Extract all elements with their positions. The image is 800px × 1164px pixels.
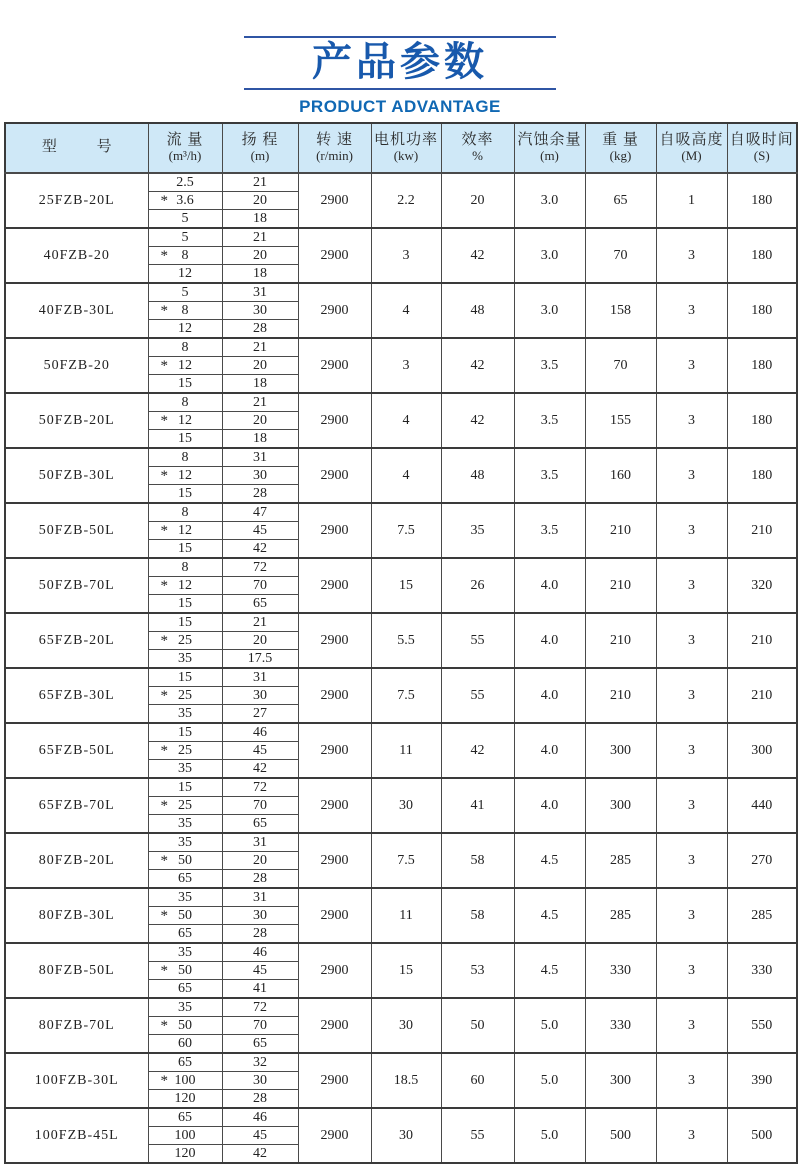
cell-head: 27 [222, 705, 298, 724]
table-row [5, 1053, 797, 1072]
cell-flow: 15 [148, 613, 222, 632]
cell-model: 80FZB-50L [5, 943, 148, 998]
cell-head: 42 [222, 1145, 298, 1164]
cell-flow: 35 [148, 650, 222, 669]
title-block [244, 0, 556, 117]
cell-priming-height: 3 [656, 228, 727, 283]
table-row [5, 448, 797, 467]
cell-npsh: 3.5 [514, 338, 585, 393]
cell-head: 72 [222, 558, 298, 577]
cell-weight: 330 [585, 943, 656, 998]
cell-flow: 15 [148, 485, 222, 504]
table-header [5, 123, 797, 173]
table-row [5, 503, 797, 522]
cell-head: 21 [222, 228, 298, 247]
cell-speed: 2900 [298, 1108, 371, 1163]
cell-flow: 15 [148, 375, 222, 394]
cell-model: 50FZB-70L [5, 558, 148, 613]
cell-head: 31 [222, 283, 298, 302]
cell-efficiency: 42 [441, 338, 514, 393]
cell-head: 65 [222, 815, 298, 834]
cell-npsh: 3.5 [514, 503, 585, 558]
cell-flow: 100 * [148, 1072, 222, 1090]
cell-speed: 2900 [298, 668, 371, 723]
cell-npsh: 5.0 [514, 998, 585, 1053]
cell-power: 4 [371, 448, 441, 503]
cell-flow: 3.6 * [148, 192, 222, 210]
cell-priming-height: 3 [656, 998, 727, 1053]
cell-priming-time: 180 [727, 228, 797, 283]
cell-head: 28 [222, 320, 298, 339]
cell-priming-height: 3 [656, 338, 727, 393]
cell-power: 15 [371, 943, 441, 998]
cell-head: 31 [222, 888, 298, 907]
cell-flow: 35 [148, 760, 222, 779]
cell-flow: 15 [148, 540, 222, 559]
cell-weight: 65 [585, 173, 656, 228]
cell-priming-height: 3 [656, 1108, 727, 1163]
cell-head: 45 [222, 1127, 298, 1145]
cell-efficiency: 41 [441, 778, 514, 833]
cell-priming-time: 300 [727, 723, 797, 778]
cell-efficiency: 35 [441, 503, 514, 558]
cell-flow: 50 * [148, 1017, 222, 1035]
cell-head: 21 [222, 613, 298, 632]
cell-priming-height: 3 [656, 393, 727, 448]
cell-flow: 15 [148, 430, 222, 449]
col-header-speed: 转 速 (r/min) [298, 123, 371, 173]
cell-flow: 25 * [148, 797, 222, 815]
page-subtitle: PRODUCT ADVANTAGE [299, 97, 501, 116]
cell-model: 100FZB-30L [5, 1053, 148, 1108]
cell-flow: 120 [148, 1145, 222, 1164]
cell-efficiency: 48 [441, 448, 514, 503]
cell-flow: 5 [148, 228, 222, 247]
cell-flow: 8 [148, 503, 222, 522]
cell-model: 80FZB-20L [5, 833, 148, 888]
table-row [5, 393, 797, 412]
cell-head: 46 [222, 943, 298, 962]
cell-head: 21 [222, 173, 298, 192]
cell-power: 4 [371, 393, 441, 448]
cell-flow: 12 [148, 265, 222, 284]
cell-priming-height: 3 [656, 613, 727, 668]
cell-flow: 65 [148, 870, 222, 889]
cell-flow: 35 [148, 815, 222, 834]
cell-flow: 8 * [148, 247, 222, 265]
cell-head: 42 [222, 760, 298, 779]
cell-priming-time: 320 [727, 558, 797, 613]
header-row [5, 123, 797, 173]
cell-model: 50FZB-20 [5, 338, 148, 393]
cell-head: 20 [222, 412, 298, 430]
cell-speed: 2900 [298, 283, 371, 338]
col-header-npsh: 汽蚀余量 (m) [514, 123, 585, 173]
cell-flow: 25 * [148, 742, 222, 760]
col-header-flow: 流 量 (m³/h) [148, 123, 222, 173]
cell-model: 65FZB-20L [5, 613, 148, 668]
cell-head: 42 [222, 540, 298, 559]
cell-flow: 15 [148, 723, 222, 742]
cell-power: 30 [371, 1108, 441, 1163]
cell-weight: 210 [585, 503, 656, 558]
cell-priming-time: 390 [727, 1053, 797, 1108]
col-header-head: 扬 程 (m) [222, 123, 298, 173]
cell-priming-height: 3 [656, 1053, 727, 1108]
cell-flow: 35 [148, 705, 222, 724]
cell-priming-time: 440 [727, 778, 797, 833]
cell-head: 18 [222, 265, 298, 284]
table-row [5, 943, 797, 962]
cell-flow: 65 [148, 980, 222, 999]
cell-power: 15 [371, 558, 441, 613]
cell-weight: 300 [585, 778, 656, 833]
cell-head: 31 [222, 448, 298, 467]
cell-flow: 35 [148, 998, 222, 1017]
table-row [5, 723, 797, 742]
cell-head: 72 [222, 998, 298, 1017]
cell-head: 41 [222, 980, 298, 999]
cell-priming-height: 3 [656, 668, 727, 723]
cell-head: 20 [222, 852, 298, 870]
cell-power: 11 [371, 888, 441, 943]
title-rule-top [244, 36, 556, 38]
cell-power: 2.2 [371, 173, 441, 228]
cell-head: 30 [222, 302, 298, 320]
cell-flow: 25 * [148, 687, 222, 705]
cell-head: 70 [222, 1017, 298, 1035]
cell-priming-time: 180 [727, 173, 797, 228]
cell-head: 28 [222, 870, 298, 889]
cell-head: 18 [222, 375, 298, 394]
cell-head: 72 [222, 778, 298, 797]
cell-power: 11 [371, 723, 441, 778]
cell-weight: 158 [585, 283, 656, 338]
cell-model: 65FZB-50L [5, 723, 148, 778]
cell-flow: 65 [148, 1108, 222, 1127]
table-row [5, 833, 797, 852]
cell-weight: 300 [585, 723, 656, 778]
cell-efficiency: 53 [441, 943, 514, 998]
cell-head: 30 [222, 467, 298, 485]
cell-weight: 300 [585, 1053, 656, 1108]
cell-head: 30 [222, 1072, 298, 1090]
cell-speed: 2900 [298, 173, 371, 228]
cell-priming-time: 180 [727, 448, 797, 503]
cell-efficiency: 55 [441, 668, 514, 723]
cell-flow: 50 * [148, 852, 222, 870]
cell-flow: 120 [148, 1090, 222, 1109]
table-row [5, 228, 797, 247]
cell-head: 45 [222, 962, 298, 980]
col-header-model [5, 123, 148, 173]
cell-head: 20 [222, 357, 298, 375]
cell-power: 30 [371, 998, 441, 1053]
cell-head: 28 [222, 1090, 298, 1109]
cell-power: 18.5 [371, 1053, 441, 1108]
cell-speed: 2900 [298, 833, 371, 888]
cell-npsh: 4.0 [514, 668, 585, 723]
cell-model: 80FZB-70L [5, 998, 148, 1053]
cell-npsh: 3.5 [514, 448, 585, 503]
cell-priming-height: 3 [656, 503, 727, 558]
cell-head: 28 [222, 485, 298, 504]
cell-weight: 500 [585, 1108, 656, 1163]
table-row [5, 998, 797, 1017]
product-parameters-table [4, 122, 798, 1164]
cell-npsh: 3.5 [514, 393, 585, 448]
cell-flow: 2.5 [148, 173, 222, 192]
cell-flow: 8 [148, 448, 222, 467]
cell-npsh: 4.5 [514, 833, 585, 888]
cell-weight: 70 [585, 338, 656, 393]
cell-flow: 5 [148, 210, 222, 229]
cell-npsh: 4.0 [514, 778, 585, 833]
cell-model: 50FZB-20L [5, 393, 148, 448]
cell-head: 30 [222, 687, 298, 705]
col-header-weight: 重 量 (kg) [585, 123, 656, 173]
cell-head: 47 [222, 503, 298, 522]
cell-speed: 2900 [298, 448, 371, 503]
cell-priming-time: 500 [727, 1108, 797, 1163]
cell-head: 46 [222, 1108, 298, 1127]
cell-priming-height: 3 [656, 888, 727, 943]
cell-flow: 12 * [148, 412, 222, 430]
cell-npsh: 5.0 [514, 1053, 585, 1108]
cell-head: 18 [222, 430, 298, 449]
cell-priming-time: 210 [727, 668, 797, 723]
cell-flow: 50 * [148, 962, 222, 980]
cell-priming-height: 3 [656, 943, 727, 998]
table-row [5, 338, 797, 357]
cell-head: 21 [222, 393, 298, 412]
cell-flow: 25 * [148, 632, 222, 650]
cell-model: 40FZB-30L [5, 283, 148, 338]
cell-head: 21 [222, 338, 298, 357]
cell-model: 80FZB-30L [5, 888, 148, 943]
cell-npsh: 4.0 [514, 723, 585, 778]
cell-head: 46 [222, 723, 298, 742]
cell-power: 7.5 [371, 833, 441, 888]
cell-head: 45 [222, 742, 298, 760]
cell-priming-time: 180 [727, 393, 797, 448]
cell-model: 65FZB-70L [5, 778, 148, 833]
cell-speed: 2900 [298, 998, 371, 1053]
cell-speed: 2900 [298, 338, 371, 393]
cell-weight: 210 [585, 668, 656, 723]
cell-speed: 2900 [298, 228, 371, 283]
cell-power: 3 [371, 338, 441, 393]
cell-flow: 35 [148, 833, 222, 852]
cell-flow: 50 * [148, 907, 222, 925]
cell-power: 4 [371, 283, 441, 338]
cell-flow: 12 * [148, 467, 222, 485]
cell-efficiency: 50 [441, 998, 514, 1053]
cell-head: 65 [222, 1035, 298, 1054]
cell-head: 31 [222, 668, 298, 687]
table-row [5, 173, 797, 192]
table-row [5, 558, 797, 577]
cell-efficiency: 55 [441, 1108, 514, 1163]
cell-head: 30 [222, 907, 298, 925]
cell-priming-height: 3 [656, 448, 727, 503]
cell-model: 25FZB-20L [5, 173, 148, 228]
table-row [5, 668, 797, 687]
col-header-power: 电机功率 (kw) [371, 123, 441, 173]
cell-power: 7.5 [371, 503, 441, 558]
cell-speed: 2900 [298, 503, 371, 558]
cell-efficiency: 42 [441, 228, 514, 283]
cell-model: 50FZB-30L [5, 448, 148, 503]
cell-efficiency: 58 [441, 833, 514, 888]
cell-flow: 8 [148, 558, 222, 577]
cell-weight: 330 [585, 998, 656, 1053]
cell-flow: 12 * [148, 522, 222, 540]
cell-speed: 2900 [298, 943, 371, 998]
cell-speed: 2900 [298, 613, 371, 668]
cell-flow: 5 [148, 283, 222, 302]
cell-priming-height: 1 [656, 173, 727, 228]
cell-efficiency: 26 [441, 558, 514, 613]
cell-npsh: 5.0 [514, 1108, 585, 1163]
table-row [5, 283, 797, 302]
cell-efficiency: 20 [441, 173, 514, 228]
cell-head: 28 [222, 925, 298, 944]
cell-priming-height: 3 [656, 723, 727, 778]
cell-power: 3 [371, 228, 441, 283]
col-header-model-label: 型 号 [41, 139, 130, 156]
cell-efficiency: 55 [441, 613, 514, 668]
cell-model: 100FZB-45L [5, 1108, 148, 1163]
table-row [5, 888, 797, 907]
cell-weight: 285 [585, 888, 656, 943]
table-body [5, 173, 797, 1163]
cell-flow: 35 [148, 888, 222, 907]
col-header-priming-height: 自吸高度 (M) [656, 123, 727, 173]
cell-npsh: 3.0 [514, 173, 585, 228]
cell-weight: 155 [585, 393, 656, 448]
col-header-priming-time: 自吸时间 (S) [727, 123, 797, 173]
cell-priming-time: 210 [727, 613, 797, 668]
cell-speed: 2900 [298, 1053, 371, 1108]
cell-model: 65FZB-30L [5, 668, 148, 723]
cell-model: 50FZB-50L [5, 503, 148, 558]
cell-npsh: 4.0 [514, 558, 585, 613]
cell-priming-height: 3 [656, 778, 727, 833]
cell-weight: 210 [585, 558, 656, 613]
cell-efficiency: 58 [441, 888, 514, 943]
cell-weight: 70 [585, 228, 656, 283]
cell-head: 65 [222, 595, 298, 614]
cell-flow: 12 * [148, 577, 222, 595]
cell-priming-height: 3 [656, 558, 727, 613]
cell-flow: 12 * [148, 357, 222, 375]
cell-head: 17.5 [222, 650, 298, 669]
cell-flow: 15 [148, 595, 222, 614]
cell-priming-height: 3 [656, 283, 727, 338]
cell-head: 70 [222, 577, 298, 595]
cell-speed: 2900 [298, 778, 371, 833]
cell-speed: 2900 [298, 558, 371, 613]
col-header-efficiency: 效率 % [441, 123, 514, 173]
cell-flow: 15 [148, 668, 222, 687]
cell-weight: 160 [585, 448, 656, 503]
cell-head: 18 [222, 210, 298, 229]
cell-flow: 35 [148, 943, 222, 962]
page-title: 产品参数 [312, 40, 488, 84]
cell-priming-time: 550 [727, 998, 797, 1053]
cell-npsh: 4.5 [514, 888, 585, 943]
cell-power: 30 [371, 778, 441, 833]
cell-model: 40FZB-20 [5, 228, 148, 283]
cell-flow: 8 [148, 393, 222, 412]
cell-npsh: 3.0 [514, 283, 585, 338]
cell-speed: 2900 [298, 393, 371, 448]
cell-efficiency: 42 [441, 723, 514, 778]
cell-flow: 100 [148, 1127, 222, 1145]
cell-efficiency: 48 [441, 283, 514, 338]
cell-priming-time: 210 [727, 503, 797, 558]
cell-power: 7.5 [371, 668, 441, 723]
cell-flow: 8 [148, 338, 222, 357]
cell-priming-time: 180 [727, 283, 797, 338]
cell-head: 45 [222, 522, 298, 540]
cell-flow: 12 [148, 320, 222, 339]
table-row [5, 778, 797, 797]
cell-speed: 2900 [298, 888, 371, 943]
cell-power: 5.5 [371, 613, 441, 668]
cell-flow: 60 [148, 1035, 222, 1054]
cell-head: 32 [222, 1053, 298, 1072]
cell-speed: 2900 [298, 723, 371, 778]
cell-priming-time: 180 [727, 338, 797, 393]
cell-head: 70 [222, 797, 298, 815]
cell-flow: 65 [148, 925, 222, 944]
cell-priming-height: 3 [656, 833, 727, 888]
title-rule-bottom [244, 88, 556, 90]
cell-npsh: 4.5 [514, 943, 585, 998]
cell-priming-time: 330 [727, 943, 797, 998]
cell-npsh: 4.0 [514, 613, 585, 668]
cell-weight: 210 [585, 613, 656, 668]
table-row [5, 613, 797, 632]
cell-efficiency: 60 [441, 1053, 514, 1108]
cell-priming-time: 285 [727, 888, 797, 943]
cell-npsh: 3.0 [514, 228, 585, 283]
cell-head: 20 [222, 247, 298, 265]
cell-flow: 15 [148, 778, 222, 797]
cell-flow: 65 [148, 1053, 222, 1072]
cell-priming-time: 270 [727, 833, 797, 888]
cell-head: 20 [222, 192, 298, 210]
cell-efficiency: 42 [441, 393, 514, 448]
cell-weight: 285 [585, 833, 656, 888]
cell-head: 20 [222, 632, 298, 650]
table-row [5, 1108, 797, 1127]
cell-head: 31 [222, 833, 298, 852]
cell-flow: 8 * [148, 302, 222, 320]
